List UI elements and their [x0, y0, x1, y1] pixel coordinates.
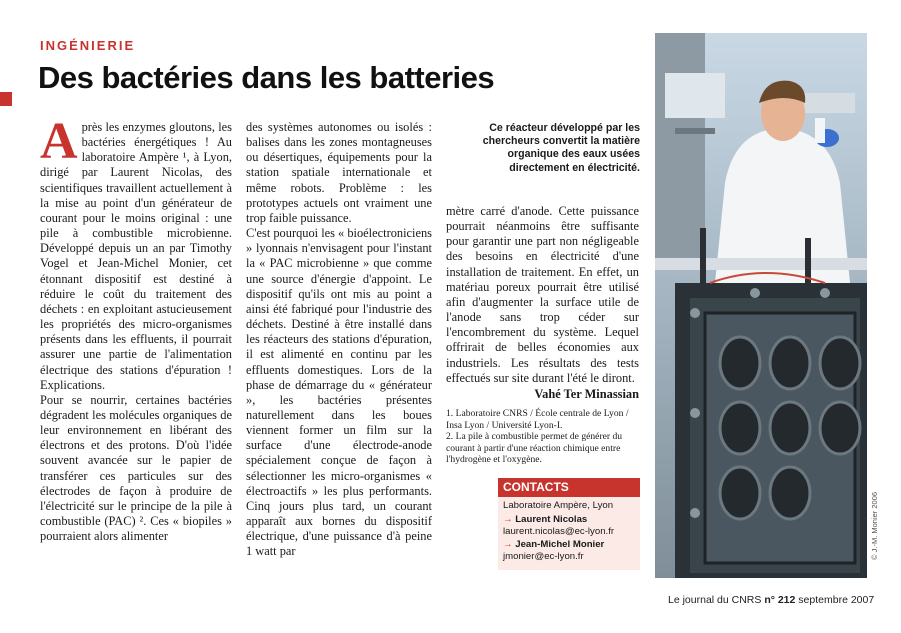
contact-entry — [503, 514, 635, 526]
article-column-3 — [446, 204, 639, 386]
article-headline: Des bactéries dans les batteries — [38, 60, 495, 95]
photo-caption: Ce réacteur développé par les chercheurs convertit la matière organique des eaux usées directement en électricité. — [482, 122, 640, 174]
journal-name: Le journal du CNRS — [668, 594, 762, 606]
margin-marker — [0, 92, 12, 106]
paragraph — [40, 113, 232, 393]
footnotes — [446, 408, 646, 466]
contacts-body — [498, 497, 640, 566]
footnote-1: 1. Laboratoire CNRS / École centrale de Lyon / Insa Lyon / Université Lyon-I. — [446, 408, 629, 431]
paragraph: C'est pourquoi les « bioélectroniciens » lyonnais n'envisagent pour l'instant la « PAC microbienne » que comme une source d'énergie d'appoint. Le dispositif qu'ils ont mis au point a ainsi été fabriqué pour l'industrie des déchets. Destiné à être installé dans les réacteurs des stations d'épuration, il est alimenté en continu par les effluents domestiques. Lors de la phase de démarrage du « générateur », les bactéries présentes naturellement dans les boues viennent former un film sur la surface d'une électrode-anode spécialement conçue de façon à sélectionner les micro-organismes « électroactifs » les plus performants. Cinq jours plus tard, un courant apparaît aux bornes du dispositif électrique, d'une puissance d'à peine 1 watt par — [246, 226, 432, 559]
article-author: Vahé Ter Minassian — [534, 387, 639, 401]
paragraph: mètre carré d'anode. Cette puissance pourrait néanmoins être suffisante pour garantir une part non négligeable des besoins en électricité d'une installation de traitement. En effet, un matériau poreux pourrait être utilisé afin d'augmenter la surface utile de l'anode sans trop céder sur l'encombrement du système. Lequel offrirait de belles économies aux industriels. Les résultats des tests effectués sur site durant l'été le diront. — [446, 204, 639, 385]
contacts-lab: Laboratoire Ampère, Lyon — [503, 500, 614, 511]
article-column-2 — [246, 120, 432, 560]
section-kicker: INGÉNIERIE — [40, 38, 136, 53]
contact-email: laurent.nicolas@ec-lyon.fr — [503, 525, 615, 537]
arrow-icon: → — [503, 513, 513, 525]
contact-email: jmonier@ec-lyon.fr — [503, 551, 584, 563]
contact-name: Laurent Nicolas — [515, 513, 588, 525]
drop-cap: A — [40, 113, 78, 170]
contact-entry — [503, 539, 635, 551]
photo-credit: © J.-M. Monier 2006 — [870, 491, 879, 560]
paragraph: Pour se nourrir, certaines bactéries dégradent les molécules organiques de leur environnement en libérant des électrons et des protons. D'où l'idée souvent avancée sur le papier de transférer ces particules sur des électrodes de façon à produire de l'électricité sur le principe de la pile à combustible (PAC) ². Ces « biopiles » pourraient alors alimenter — [40, 392, 232, 544]
issue-number: n° 212 — [764, 594, 796, 606]
arrow-icon: → — [503, 539, 513, 551]
article-column-1 — [40, 113, 232, 544]
reactor-photo — [655, 33, 867, 578]
paragraph: des systèmes autonomes ou isolés : balises dans les zones montagneuses ou désertiques, équipements pour la station spatiale internationale et même robots. Problème : les prototypes actuels ont vraiment une trop faible puissance. — [246, 120, 432, 225]
footnote-2: 2. La pile à combustible permet de générer du courant à partir d'une réaction chimique entre l'hydrogène et l'oxygène. — [446, 431, 623, 466]
contacts-title: CONTACTS — [498, 478, 640, 497]
issue-date: septembre 2007 — [798, 594, 875, 606]
page-footer — [668, 594, 874, 606]
contacts-box — [498, 478, 640, 570]
paragraph-text: près les enzymes gloutons, les bactéries énergétiques ! Au laboratoire Ampère ¹, à Lyon, dirigé par Laurent Nicolas, des scientifiques travaillent actuellement à la mise au point d'un générateur de courant pour le moins original : une pile à combustible microbienne. Développé depuis un an par Timothy Vogel et Jean-Michel Monier, cet étonnant dispositif est destiné à réduire le coût du traitement des déchets : en exploitant astucieusement les propriétés des micro-organismes présents dans les effluents, il pourrait assurer une partie de l'alimentation électrique des stations d'épuration ! Explications. — [40, 120, 232, 392]
contact-name: Jean-Michel Monier — [515, 539, 605, 551]
